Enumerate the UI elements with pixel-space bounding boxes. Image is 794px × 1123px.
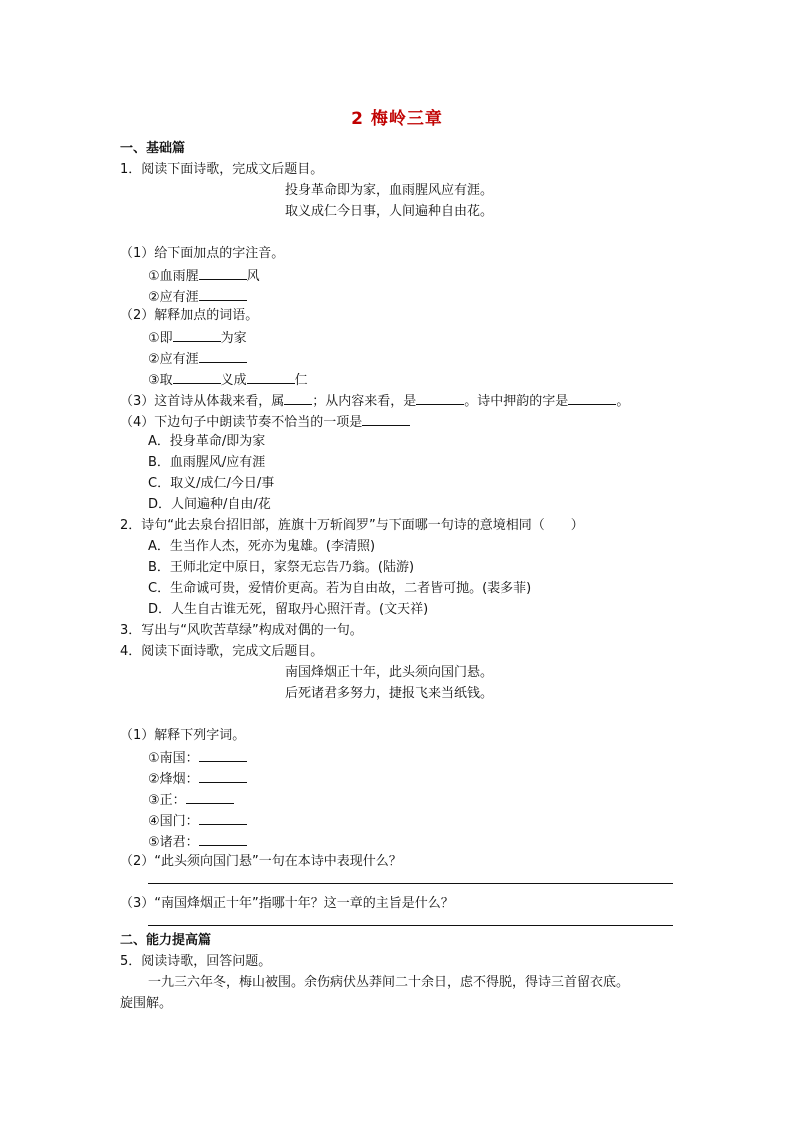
poem-2-line-2: 后死诸君多努力，捷报飞来当纸钱。	[285, 686, 494, 701]
item-text: ②烽烟：	[148, 772, 199, 787]
section-heading-advanced: 二、能力提高篇	[120, 933, 212, 948]
question-3-stem: 3．写出与“风吹苦草绿”构成对偶的一句。	[120, 623, 363, 638]
q1-part2-item-a	[148, 329, 247, 347]
question-2-stem: 2．诗句“此去泉台招旧部，旌旗十万斩阎罗”与下面哪一句诗的意境相同（ ）	[120, 518, 584, 533]
item-text: ①血雨腥	[148, 269, 199, 284]
answer-blank[interactable]	[199, 267, 247, 280]
item-text: 。	[616, 394, 630, 409]
answer-blank[interactable]	[284, 392, 312, 405]
q4-part2-stem: （2）“此头须向国门悬”一句在本诗中表现什么？	[120, 854, 402, 869]
answer-blank[interactable]	[186, 791, 234, 804]
option-c[interactable]: C．取义/成仁/今日/事	[148, 476, 275, 491]
question-4-stem: 4．阅读下面诗歌，完成文后题目。	[120, 644, 324, 659]
q4-part1-item-1	[148, 749, 247, 767]
item-text: 。诗中押韵的字是	[464, 394, 569, 409]
option-d[interactable]: D．人间遍种/自由/花	[148, 497, 271, 512]
option-a[interactable]: A．生当作人杰，死亦为鬼雄。(李清照)	[148, 539, 376, 554]
answer-blank[interactable]	[173, 371, 221, 384]
answer-blank[interactable]	[199, 833, 247, 846]
q1-part1-item-b	[148, 288, 247, 306]
item-text: ②应有涯	[148, 352, 199, 367]
answer-blank[interactable]	[173, 329, 221, 342]
item-text: 义成	[220, 373, 247, 388]
answer-blank[interactable]	[199, 749, 247, 762]
poem-2-line-1: 南国烽烟正十年，此头须向国门悬。	[285, 665, 494, 680]
item-text: 为家	[220, 331, 247, 346]
q5-passage-line-1: 一九三六年冬，梅山被围。余伤病伏丛莽间二十余日，虑不得脱，得诗三首留衣底。	[148, 975, 630, 990]
item-text: ；从内容来看，是	[312, 394, 417, 409]
q1-part1-stem: （1）给下面加点的字注音。	[120, 246, 285, 261]
answer-blank[interactable]	[199, 770, 247, 783]
option-d[interactable]: D．人生自古谁无死，留取丹心照汗青。(文天祥)	[148, 602, 429, 617]
poem-1-line-1: 投身革命即为家，血雨腥风应有涯。	[285, 183, 494, 198]
q4-part1-item-5	[148, 833, 247, 851]
option-a[interactable]: A．投身革命/即为家	[148, 434, 266, 449]
item-text: ①南国：	[148, 751, 199, 766]
item-text: ②应有涯	[148, 290, 199, 305]
item-text: ④国门：	[148, 814, 199, 829]
item-text: ③正：	[148, 793, 186, 808]
q5-passage-line-2: 旋围解。	[120, 996, 173, 1011]
q1-part2-item-b	[148, 350, 247, 368]
answer-blank[interactable]	[416, 392, 464, 405]
answer-blank[interactable]	[199, 812, 247, 825]
q1-part3	[120, 392, 629, 410]
q1-part2-stem: （2）解释加点的词语。	[120, 308, 259, 323]
item-text: ①即	[148, 331, 173, 346]
question-1-stem: 1．阅读下面诗歌，完成文后题目。	[120, 162, 324, 177]
poem-1-line-2: 取义成仁今日事，人间遍种自由花。	[285, 204, 494, 219]
q4-part1-item-3	[148, 791, 234, 809]
answer-line[interactable]	[148, 925, 673, 926]
item-text: （4）下边句子中朗读节奏不恰当的一项是	[120, 415, 363, 430]
item-text: 风	[246, 269, 260, 284]
item-text: 仁	[294, 373, 308, 388]
q4-part1-item-4	[148, 812, 247, 830]
section-heading-basic: 一、基础篇	[120, 141, 186, 156]
answer-blank[interactable]	[199, 288, 247, 301]
page-title: 2 梅岭三章	[351, 109, 443, 129]
q1-part1-item-a	[148, 267, 260, 285]
option-b[interactable]: B．血雨腥风/应有涯	[148, 455, 266, 470]
q1-part2-item-c	[148, 371, 308, 389]
answer-blank[interactable]	[568, 392, 616, 405]
q4-part1-stem: （1）解释下列字词。	[120, 728, 246, 743]
q4-part1-item-2	[148, 770, 247, 788]
answer-blank[interactable]	[362, 413, 410, 426]
q1-part4-stem	[120, 413, 410, 431]
answer-blank[interactable]	[247, 371, 295, 384]
item-text: （3）这首诗从体裁来看，属	[120, 394, 285, 409]
question-5-stem: 5．阅读诗歌，回答问题。	[120, 954, 272, 969]
option-c[interactable]: C．生命诚可贵，爱情价更高。若为自由故，二者皆可抛。(裴多菲)	[148, 581, 532, 596]
item-text: ③取	[148, 373, 173, 388]
answer-line[interactable]	[148, 883, 673, 884]
answer-blank[interactable]	[199, 350, 247, 363]
q4-part3-stem: （3）“南国烽烟正十年”指哪十年？这一章的主旨是什么？	[120, 896, 454, 911]
item-text: ⑤诸君：	[148, 835, 199, 850]
option-b[interactable]: B．王师北定中原日，家祭无忘告乃翁。(陆游)	[148, 560, 415, 575]
